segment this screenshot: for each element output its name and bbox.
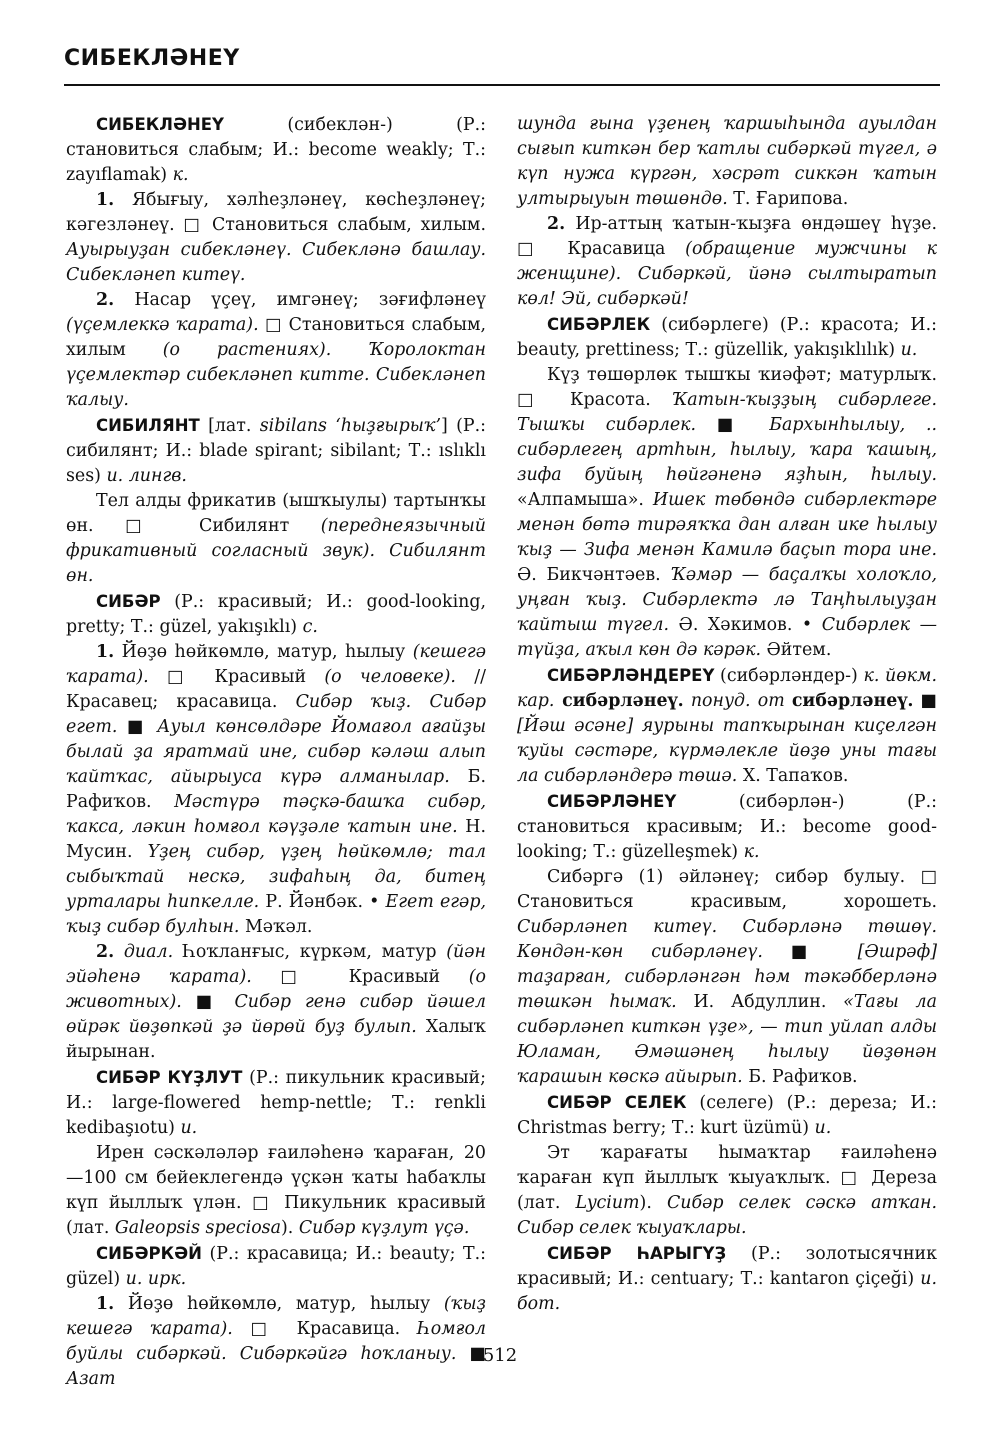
headword: СИБӘРЛӘНДЕРЕҮ [547, 666, 715, 685]
entry-sibarkay: СИБӘРКӘЙ (Р.: красавица; И.: beauty; Т.: güzel) и. ирк. [66, 1244, 486, 1289]
entry-sibilyant: СИБИЛЯНТ [лат. sibilans ‘һыҙғырыҡ’] (Р.: сибилянт; И.: blade spirant; sibilant; Т.: ıslıklı ses) и. лингв. [66, 416, 486, 486]
headword: СИБИЛЯНТ [96, 416, 200, 435]
entry-sibeklaneu: СИБЕКЛӘНЕҮ (сибеклән-) (Р.: становиться слабым; И.: become weakly; Т.: zayıflamak) к. [66, 115, 486, 185]
headword: СИБӘР ҺАРЫГҮҘ [547, 1244, 727, 1263]
definition: Сибәргә (1) әйләнеү; сибәр булыу. □ Становиться красивым, хорошеть. Сибәрләнеп китеү. Сибәрләнә төшөү. Көндән-көн сибәрләнеү. ■ [Әшрәф] таҙарған, сибәрләнгән һәм тәкәбберләнә төшкән һымаҡ. И. Абдуллин. «Тағы ла сибәрләнеп киткән үҙе», — тип уйлап алды Юламан, Әмәшәнең һылыу йөҙөнән ҡарашын көскә айырып. Б. Рафиҡов. [517, 867, 937, 1087]
entry-sibar-harygyz: СИБӘР ҺАРЫГҮҘ (Р.: золотысячник красивый; И.: centuary; Т.: kantaron çiçeği) и. бот. [517, 1244, 937, 1314]
header-rule [64, 84, 940, 86]
definition: Күҙ төшөрлөк тышҡы ҡиәфәт; матурлыҡ. □ Красота. Ҡатын-ҡыҙҙың сибәрлеге. Тышҡы сибәрлек. ■ Бархынһылыу, .. сибәрлегең артһын, һылыу, ҡара ҡашың, зифа буйың һөйгәненә яҙһын, һылыу. «Алпамыша». Ишек төбөндә сибәрлектәре менән бөтә тирәяҡҡа дан алған ике һылыу ҡыҙ — Зифа менән Камилә баҫып тора ине. Ә. Бикчәнтәев. Ҡәмәр — баҫалҡы холоҡло, уңған ҡыҙ. Сибәрлектә лә Таңһылыуҙан ҡайтыш түгел. Ә. Хәкимов. • Сибәрлек — түйҙа, аҡыл көн дә кәрәк. Әйтем. [517, 365, 937, 660]
continuation: шунда ғына үҙенең ҡаршыһында ауылдан сығып киткән бер ҡатлы сибәркәй түгел, ә күп нужа күргән, хәсрәт сиккән ҡатын ултырыуын төшөндө. Т. Ғарипова. [517, 114, 937, 209]
headword: СИБӘРКӘЙ [96, 1244, 202, 1263]
page-number: 512 [482, 1345, 518, 1366]
entry-sibarlek: СИБӘРЛЕК (сибәрлеге) (Р.: красота; И.: beauty, prettiness; Т.: güzellik, yakışıklılık) и. [517, 315, 937, 360]
sense-2: 2. диал. Һоҡланғыс, күркәм, матур (йән эйәһенә ҡарата). □ Красивый (о животных). ■ Сибәр генә сибәр йәшел өйрәк йөҙөпкәй ҙә йөрөй буҙ булып. Халыҡ йырынан. [66, 942, 486, 1062]
right-column [517, 112, 937, 1317]
entry-sibar: СИБӘР (Р.: красивый; И.: good-looking, pretty; Т.: güzel, yakışıklı) с. [66, 592, 486, 637]
entry-sibar-kuzlut: СИБӘР КҮҘЛУТ (Р.: пикульник красивый; И.: large-flowered hemp-nettle; Т.: renkli kedibaşıotu) и. [66, 1068, 487, 1138]
definition: Тел алды фрикатив (ышҡыулы) тартынҡы өн. □ Сибилянт (переднеязычный фрикативный согласный звук). Сибилянт өн. [66, 491, 486, 586]
sense-2: 2. Насар үҫеү, имгәнеү; зәғифләнеү (үҫемлеккә ҡарата). □ Становиться слабым, хилым (о растениях). Ҡоролоктан үҫемлектәр сибекләнеп китте. Сибекләнеп ҡалыу. [66, 290, 487, 410]
sense-1: 1. Йөҙө һөйкөмлө, матур, һылыу (ҡыҙ кешегә ҡарата). □ Красавица. Һомғол буйлы сибәркәй. Сибәркәйгә һоҡланыу. ■ Азат [66, 1294, 486, 1389]
definition: Ирен сәскәләләр ғаиләһенә ҡараған, 20—100 см бейеклегендә үҫкән ҡаты һабаҡлы күп йыллыҡ үлән. □ Пикульник красивый (лат. Galeopsis speciosa). Сибәр күҙлут үҫә. [66, 1143, 486, 1238]
left-column [66, 112, 486, 1392]
definition: Эт ҡарағаты һымаҡтар ғаиләһенә ҡараған күп йыллыҡ ҡыуаҡлыҡ. □ Дереза (лат. Lycium). Сибәр селек сәскә атҡан. Сибәр селек ҡыуаҡлары. [517, 1143, 938, 1238]
headword: СИБӘРЛЕК [547, 315, 651, 334]
headword: СИБӘР СЕЛЕК [547, 1093, 687, 1112]
sense-1: 1. Ябығыу, хәлһеҙләнеү, көсһеҙләнеү; кәгезләнеү. □ Становиться слабым, хилым. Ауырыуҙан сибекләнеү. Сибекләнә башлау. Сибекләнеп китеү. [66, 190, 486, 285]
entry-sibarlandereu: СИБӘРЛӘНДЕРЕҮ (сибәрләндер-) к. йөкм. кар. сибәрләнеү. понуд. от сибәрләнеү. ■ [Йәш әсәне] яурыны тапҡырынан киҫелгән ҡуйы сәстәре, күрмәлекле йөҙө уны тағы ла сибәрләндерә төшә. Х. Тапаҡов. [517, 666, 937, 786]
headword: СИБӘРЛӘНЕҮ [547, 792, 677, 811]
headword: СИБӘР [96, 592, 161, 611]
entry-sibar-selek: СИБӘР СЕЛЕК (селеге) (Р.: дереза; И.: Christmas berry; Т.: kurt üzümü) и. [517, 1093, 937, 1138]
entry-sibarlaneu: СИБӘРЛӘНЕҮ (сибәрлән-) (Р.: становиться красивым; И.: become good-looking; Т.: güzelleşmek) к. [517, 792, 937, 862]
headword: СИБЕКЛӘНЕҮ [96, 115, 224, 134]
sense-1: 1. Йөҙө һөйкөмлө, матур, һылыу (кешегә ҡарата). □ Красивый (о человеке). // Красавец; красавица. Сибәр ҡыҙ. Сибәр егет. ■ Ауыл көнсөлдәре Йомағол ағайҙы былай ҙа яратмай ине, сибәр кәләш алып ҡайтҡас, айырыуса күрә алманылар. Б. Рафиҡов. Мәстүрә тәҫкә-башҡа сибәр, ҡакса, ләкин һомғол кәүҙәле ҡатын ине. Н. Мусин. Үҙең сибәр, үҙең һөйкөмлө; тал сыбыҡтай нескә, зифаһың да, битең урталары һипкелле. Р. Йәнбәк. • Егет егәр, ҡыҙ сибәр булһын. Мәҡәл. [66, 642, 486, 937]
running-head: СИБЕКЛӘНЕҮ [64, 46, 240, 71]
headword: СИБӘР КҮҘЛУТ [96, 1068, 243, 1087]
sense-2: 2. Ир-аттың ҡатын-ҡыҙға өндәшеү һүҙе. □ Красавица (обращение мужчины к женщине). Сибәркәй, йәнә сылтыратып көл! Эй, сибәркәй! [517, 214, 937, 309]
